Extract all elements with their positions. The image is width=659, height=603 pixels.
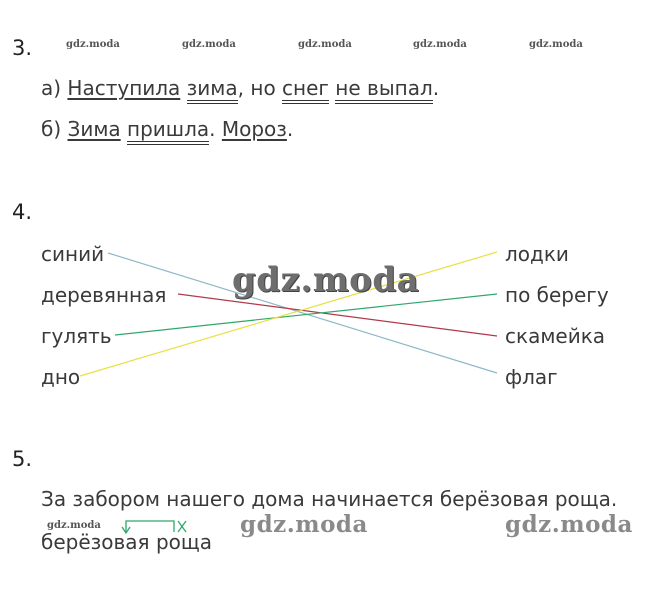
predicate-underlined: зима <box>187 76 238 104</box>
predicate-underlined: не выпал <box>335 76 432 104</box>
watermark: gdz.moda <box>240 511 368 538</box>
separator: . <box>209 117 222 141</box>
left-word: дно <box>41 365 81 389</box>
task-4-number: 4. <box>12 200 33 224</box>
task-5-sentence: За забором нашего дома начинается берёзовая роща. <box>41 487 618 511</box>
label-b: б) <box>41 117 68 141</box>
watermark: gdz.moda <box>298 39 352 50</box>
watermark: gdz.moda <box>232 260 420 300</box>
task-5-number: 5. <box>12 447 33 471</box>
right-word: скамейка <box>505 324 606 348</box>
task-5-phrase: берёзовая роща <box>41 530 212 554</box>
watermark: gdz.moda <box>182 39 236 50</box>
subject-underlined: Наступила <box>67 76 181 100</box>
predicate-underlined: пришла <box>127 117 209 145</box>
left-word: деревянная <box>41 283 167 307</box>
left-word: синий <box>41 242 105 266</box>
watermark: gdz.moda <box>413 39 467 50</box>
watermark: gdz.moda <box>529 39 583 50</box>
subject-underlined: Зима <box>67 117 121 141</box>
separator: , но <box>237 76 283 100</box>
right-word: флаг <box>505 365 558 389</box>
right-word: по берегу <box>505 283 609 307</box>
period: . <box>286 117 294 141</box>
watermark: gdz.moda <box>505 511 633 538</box>
subject-underlined: снег <box>282 76 329 104</box>
period: . <box>432 76 440 100</box>
watermark: gdz.moda <box>66 39 120 50</box>
task-3-number: 3. <box>12 36 33 60</box>
right-word: лодки <box>505 242 569 266</box>
left-word: гулять <box>41 324 112 348</box>
subject-underlined: Мороз <box>221 117 287 141</box>
link-line <box>178 294 497 336</box>
watermark: gdz.moda <box>47 520 101 531</box>
label-a: а) <box>41 76 68 100</box>
